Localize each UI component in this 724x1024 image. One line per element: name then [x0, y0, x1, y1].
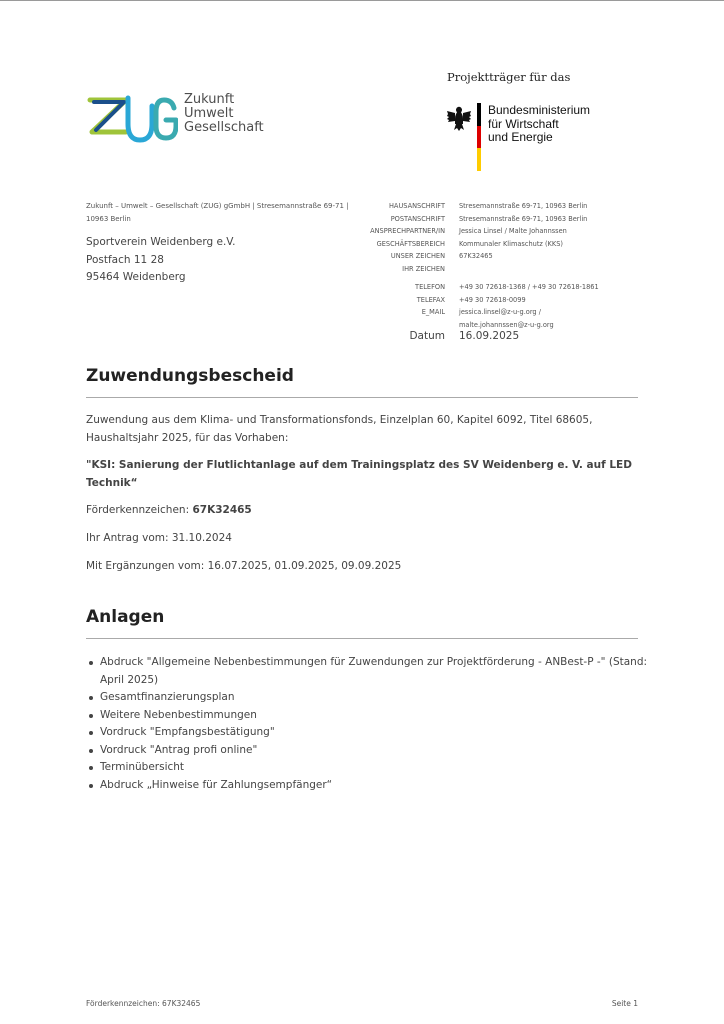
intro-text: Zuwendung aus dem Klima- und Transformationsfonds, Einzelplan 60, Kapitel 6092, Titel 68605, Haushaltsjahr 2025, für das Vorhaben: [86, 414, 593, 444]
info-value [459, 263, 599, 276]
zug-logo-line: Gesellschaft [184, 120, 264, 135]
list-item: Gesamtfinanzierungsplan [100, 689, 652, 707]
contact-label: TELEFAX [416, 295, 445, 304]
zug-logo-line: Zukunft [184, 92, 235, 107]
info-label: POSTANSCHRIFT [390, 214, 445, 223]
project-title: "KSI: Sanierung der Flutlichtanlage auf dem Trainingsplatz des SV Weidenberg e. V. auf LED Technik“ [86, 459, 632, 489]
german-flag-bar [477, 103, 481, 171]
contact-value: +49 30 72618-0099 [459, 295, 526, 304]
anlagen-title: Anlagen [86, 607, 165, 627]
info-value: Stresemannstraße 69-71, 10963 Berlin [459, 202, 588, 210]
zug-logo-text [184, 93, 264, 135]
ministry-name-line: Bundesministerium [488, 103, 591, 117]
ministry-name [488, 104, 590, 145]
datum-label: Datum [409, 330, 445, 342]
federal-eagle-icon [446, 104, 472, 132]
ergaenzungen-dates: Mit Ergänzungen vom: 16.07.2025, 01.09.2025, 09.09.2025 [86, 560, 402, 572]
list-item: Abdruck „Hinweise für Zahlungsempfänger“ [100, 777, 652, 795]
recipient-line: Postfach 11 28 [86, 253, 164, 266]
contact-value-email[interactable]: malte.johannssen@z-u-g.org [459, 320, 554, 329]
page-number: Seite 1 [611, 999, 638, 1008]
info-value: 67K32465 [459, 252, 493, 260]
recipient-line: Sportverein Weidenberg e.V. [86, 236, 236, 248]
info-value: Stresemannstraße 69-71, 10963 Berlin [459, 214, 588, 223]
list-item: Weitere Nebenbestimmungen [100, 707, 652, 725]
contact-label: TELEFON [415, 283, 445, 291]
recipient-address [86, 234, 235, 287]
footer-foerderkennzeichen: Förderkennzeichen: 67K32465 [86, 999, 201, 1008]
zug-logo-line: Umwelt [184, 106, 234, 121]
info-label: GESCHÄFTSBEREICH [376, 239, 445, 248]
zug-logo-mark-icon [86, 92, 178, 144]
info-label: UNSER ZEICHEN [390, 252, 445, 260]
info-label: ANSPRECHPARTNER/IN [370, 227, 445, 235]
info-label: HAUSANSCHRIFT [388, 202, 445, 210]
list-item: Terminübersicht [100, 759, 652, 777]
anlagen-divider [86, 638, 638, 639]
datum-value: 16.09.2025 [459, 330, 520, 342]
contact-value-email[interactable]: jessica.linsel@z-u-g.org / [459, 308, 541, 316]
foerder-value: 67K32465 [192, 504, 252, 516]
projekttraeger-label: Projektträger für das [447, 70, 571, 84]
recipient-line: 95464 Weidenberg [86, 271, 186, 283]
list-item: Vordruck "Empfangsbestätigung" [100, 724, 652, 742]
top-border [0, 0, 724, 1]
contact-label: E_MAIL [421, 308, 445, 316]
contact-value: +49 30 72618-1368 / +49 30 72618-1861 [459, 283, 599, 291]
info-labels [370, 200, 445, 319]
info-values [459, 200, 599, 331]
foerder-label: Förderkennzeichen: [86, 504, 193, 516]
ministry-name-line: und Energie [488, 130, 553, 144]
antrag-date: Ihr Antrag vom: 31.10.2024 [86, 532, 232, 544]
page-title: Zuwendungsbescheid [86, 366, 294, 386]
info-label: IHR ZEICHEN [402, 264, 445, 273]
foerderkennzeichen [86, 502, 638, 520]
info-value: Jessica Linsel / Malte Johannssen [459, 227, 567, 235]
sender-line: Zukunft – Umwelt – Gesellschaft (ZUG) gGmbH | Stresemannstraße 69-71 | 10963 Berlin [86, 202, 349, 223]
info-value: Kommunaler Klimaschutz (KKS) [459, 239, 563, 248]
list-item: Vordruck "Antrag profi online" [100, 742, 652, 760]
title-divider [86, 397, 638, 398]
anlagen-list [86, 654, 652, 794]
zug-logo [86, 88, 266, 148]
ministry-name-line: für Wirtschaft [488, 116, 559, 131]
list-item: Abdruck "Allgemeine Nebenbestimmungen für Zuwendungen zur Projektförderung - ANBest-P -" (Stand: April 2025) [100, 654, 652, 689]
